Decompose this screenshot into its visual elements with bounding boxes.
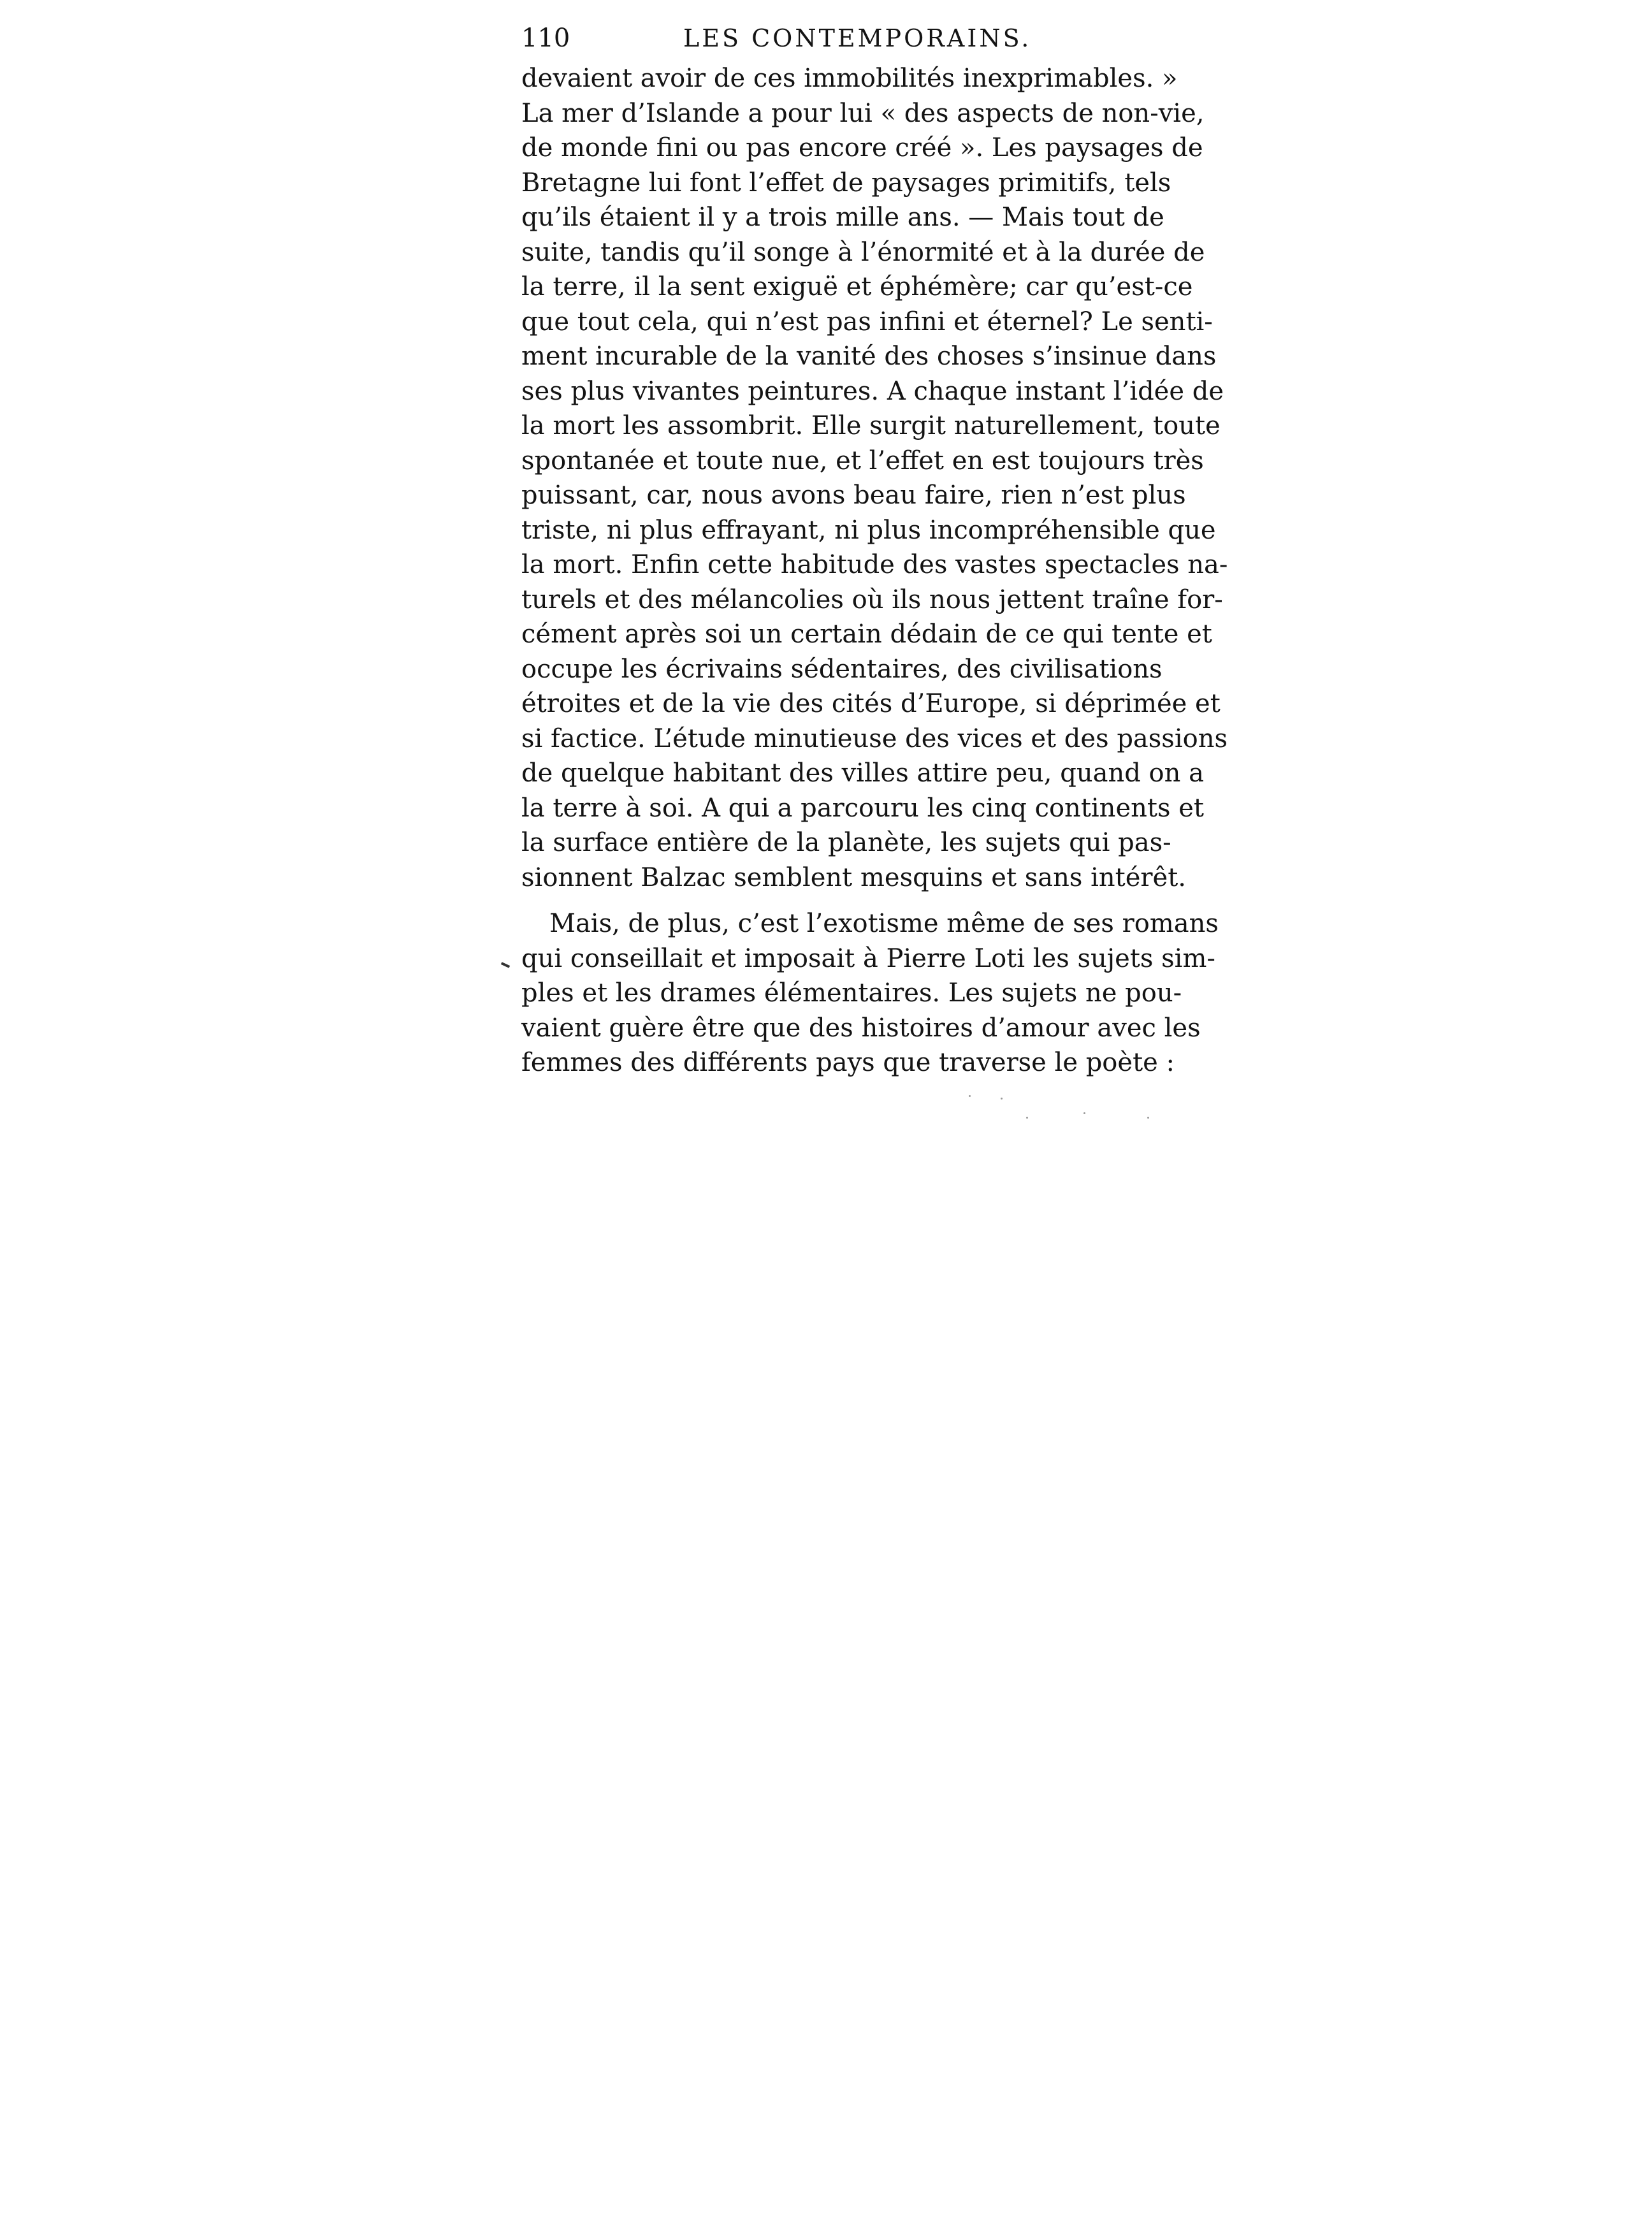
text-line: vaient guère être que des histoires d’amour avec les [521,1013,1201,1043]
text-line: la surface entière de la planète, les sujets qui pas- [521,828,1171,857]
text-line: ses plus vivantes peintures. A chaque instant l’idée de [521,376,1224,406]
text-line: la terre, il la sent exiguë et éphémère; car qu’est-ce [521,272,1193,301]
text-line: qui conseillait et imposait à Pierre Loti les sujets sim- [521,943,1215,973]
text-line: triste, ni plus effrayant, ni plus incompréhensible que [521,515,1216,545]
text-line: spontanée et toute nue, et l’effet en est toujours très [521,446,1204,476]
text-line: occupe les écrivains sédentaires, des civilisations [521,654,1163,684]
margin-ink-mark [501,962,510,968]
paragraph-gap [521,895,1151,906]
text-line: suite, tandis qu’il songe à l’énormité et à la durée de [521,237,1205,267]
running-title: LES CONTEMPORAINS. [683,24,1032,52]
page-number: 110 [521,24,570,53]
text-line: si factice. L’étude minutieuse des vices et des passions [521,723,1228,753]
paragraph-1 [521,61,1228,895]
text-line: de quelque habitant des villes attire peu, quand on a [521,759,1204,788]
text-line: qu’ils étaient il y a trois mille ans. — Mais tout de [521,203,1164,232]
scan-speck [1001,1098,1003,1100]
text-line: turels et des mélancolies où ils nous jettent traîne for- [521,584,1223,614]
text-line: puissant, car, nous avons beau faire, rien n’est plus [521,481,1186,510]
text-line: sionnent Balzac semblent mesquins et sans intérêt. [521,862,1186,892]
text-line: que tout cela, qui n’est pas infini et éternel? Le senti- [521,307,1213,337]
paragraph-2 [521,906,1219,1080]
text-line: Bretagne lui font l’effet de paysages primitifs, tels [521,168,1171,198]
text-line: femmes des différents pays que traverse le poète : [521,1048,1175,1077]
text-line: étroites et de la vie des cités d’Europe, si déprimée et [521,689,1221,718]
body-text [521,61,1228,1080]
text-line: ples et les drames élémentaires. Les sujets ne pou- [521,978,1182,1008]
scan-speck [969,1095,971,1097]
text-line: la terre à soi. A qui a parcouru les cinq continents et [521,793,1204,823]
scan-speck [1147,1117,1149,1119]
text-line: devaient avoir de ces immobilités inexprimables. » [521,64,1178,93]
text-line: Mais, de plus, c’est l’exotisme même de ses romans [549,909,1219,938]
text-line: ment incurable de la vanité des choses s’insinue dans [521,342,1217,371]
text-line: La mer d’Islande a pour lui « des aspects de non-vie, [521,98,1205,128]
scan-speck [1083,1112,1085,1114]
scan-speck [1026,1117,1028,1119]
text-line: la mort. Enfin cette habitude des vastes spectacles na- [521,550,1228,579]
text-line: la mort les assombrit. Elle surgit naturellement, toute [521,411,1221,440]
text-line: cément après soi un certain dédain de ce qui tente et [521,620,1212,649]
text-line: de monde fini ou pas encore créé ». Les paysages de [521,133,1203,163]
